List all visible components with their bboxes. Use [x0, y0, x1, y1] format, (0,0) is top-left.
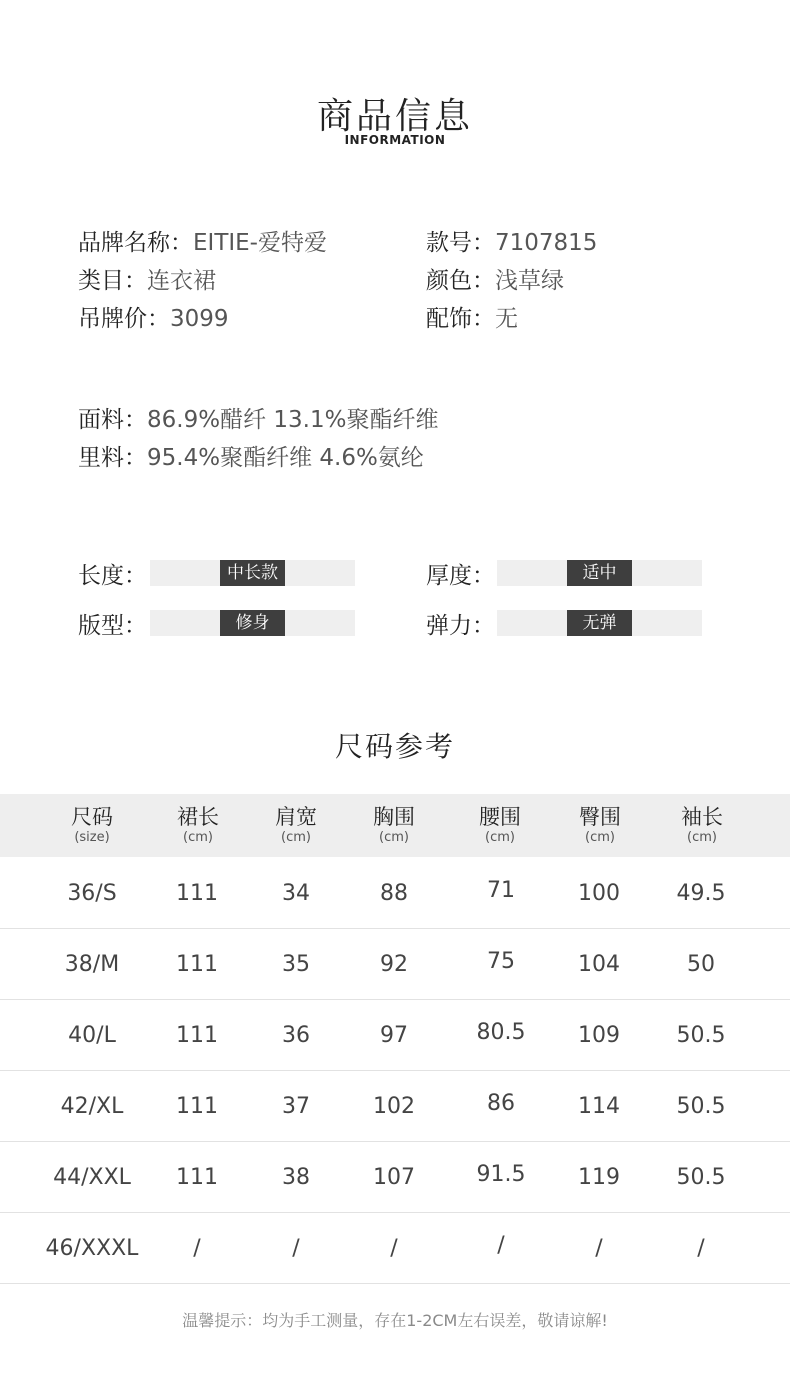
measurement-cell: /: [193, 1236, 201, 1261]
elasticity-scale-bar: [497, 610, 702, 636]
measurement-cell: /: [497, 1233, 505, 1258]
measurement-cell: 100: [578, 881, 620, 906]
measurement-cell: 114: [578, 1094, 620, 1119]
outer-fabric-info: [78, 401, 438, 434]
measurement-cell: 50.5: [676, 1094, 726, 1119]
length-label: 长度：: [78, 563, 147, 589]
measurement-cell: 97: [380, 1023, 408, 1048]
measurement-cell: 86: [487, 1091, 515, 1116]
size-cell: 36/S: [67, 881, 117, 906]
size-chart-title: 尺码参考: [334, 730, 455, 763]
size-cell: 40/L: [68, 1023, 116, 1048]
category-label: 类目：: [78, 268, 147, 294]
measurement-cell: /: [697, 1236, 705, 1261]
measurement-cell: 38: [282, 1165, 310, 1190]
color-value: 浅草绿: [495, 268, 564, 294]
measurement-cell: 36: [282, 1023, 310, 1048]
category-value: 连衣裙: [147, 268, 216, 294]
measurement-tip: 温馨提示：均为手工测量，存在1-2CM左右误差，敬请谅解!: [182, 1311, 608, 1330]
style-number-info: [426, 224, 597, 257]
thickness-label: 厚度：: [426, 563, 495, 589]
fit-value-chip: 修身: [220, 610, 285, 636]
table-row: [0, 1070, 790, 1142]
header-size: 尺码 (size): [71, 805, 113, 845]
outer-fabric-value: 86.9%醋纤 13.1%聚酯纤维: [147, 407, 439, 433]
table-row: [0, 1212, 790, 1284]
measurement-cell: 71: [487, 878, 515, 903]
measurement-cell: 91.5: [476, 1162, 526, 1187]
measurement-cell: 104: [578, 952, 620, 977]
header-dress-length: 裙长 (cm): [177, 805, 219, 845]
header-waist: 腰围 (cm): [479, 805, 521, 845]
table-row: [0, 1141, 790, 1213]
measurement-cell: 119: [578, 1165, 620, 1190]
lining-fabric-value: 95.4%聚酯纤维 4.6%氨纶: [147, 445, 424, 471]
measurement-cell: 50.5: [676, 1023, 726, 1048]
length-value-chip: 中长款: [220, 560, 285, 586]
elasticity-label: 弹力：: [426, 613, 495, 639]
size-cell: 44/XXL: [53, 1165, 131, 1190]
measurement-cell: 109: [578, 1023, 620, 1048]
lining-fabric-label: 里料：: [78, 445, 147, 471]
measurement-cell: 111: [176, 1165, 218, 1190]
lining-fabric-info: [78, 439, 424, 472]
fit-scale-bar: [150, 610, 355, 636]
measurement-cell: 102: [373, 1094, 415, 1119]
measurement-cell: 111: [176, 881, 218, 906]
color-info: [426, 262, 564, 295]
size-table-header: [0, 794, 790, 857]
measurement-cell: 92: [380, 952, 408, 977]
brand-value: EITIE-爱特爱: [193, 230, 327, 256]
measurement-cell: 35: [282, 952, 310, 977]
accessory-label: 配饰：: [426, 306, 495, 332]
measurement-cell: 88: [380, 881, 408, 906]
accessory-info: [426, 300, 518, 333]
section-subtitle-information: INFORMATION: [344, 133, 446, 147]
style-number-value: 7107815: [495, 230, 598, 256]
header-sleeve: 袖长 (cm): [681, 805, 723, 845]
color-label: 颜色：: [426, 268, 495, 294]
measurement-cell: /: [595, 1236, 603, 1261]
header-shoulder: 肩宽 (cm): [275, 805, 317, 845]
measurement-cell: 107: [373, 1165, 415, 1190]
measurement-cell: 111: [176, 1094, 218, 1119]
thickness-scale-bar: [497, 560, 702, 586]
measurement-cell: 111: [176, 1023, 218, 1048]
measurement-cell: 50.5: [676, 1165, 726, 1190]
price-info: [78, 300, 229, 333]
price-value: 3099: [170, 306, 229, 332]
size-cell: 42/XL: [60, 1094, 124, 1119]
price-label: 吊牌价：: [78, 306, 170, 332]
table-row: [0, 999, 790, 1071]
measurement-cell: 111: [176, 952, 218, 977]
brand-label: 品牌名称：: [78, 230, 193, 256]
style-number-label: 款号：: [426, 230, 495, 256]
table-row: [0, 857, 790, 929]
outer-fabric-label: 面料：: [78, 407, 147, 433]
elasticity-value-chip: 无弹: [567, 610, 632, 636]
measurement-cell: /: [292, 1236, 300, 1261]
brand-info: [78, 224, 327, 257]
header-bust: 胸围 (cm): [373, 805, 415, 845]
size-cell: 38/M: [64, 952, 120, 977]
measurement-cell: 49.5: [676, 881, 726, 906]
length-scale-bar: [150, 560, 355, 586]
measurement-cell: 34: [282, 881, 310, 906]
fit-label: 版型：: [78, 613, 147, 639]
measurement-cell: 37: [282, 1094, 310, 1119]
section-title-information: 商品信息: [316, 96, 473, 137]
measurement-cell: 75: [487, 949, 515, 974]
measurement-cell: 50: [687, 952, 715, 977]
header-hip: 臀围 (cm): [579, 805, 621, 845]
accessory-value: 无: [495, 306, 518, 332]
size-cell: 46/XXXL: [45, 1236, 139, 1261]
thickness-value-chip: 适中: [567, 560, 632, 586]
table-row: [0, 928, 790, 1000]
measurement-cell: /: [390, 1236, 398, 1261]
measurement-cell: 80.5: [476, 1020, 526, 1045]
category-info: [78, 262, 216, 295]
